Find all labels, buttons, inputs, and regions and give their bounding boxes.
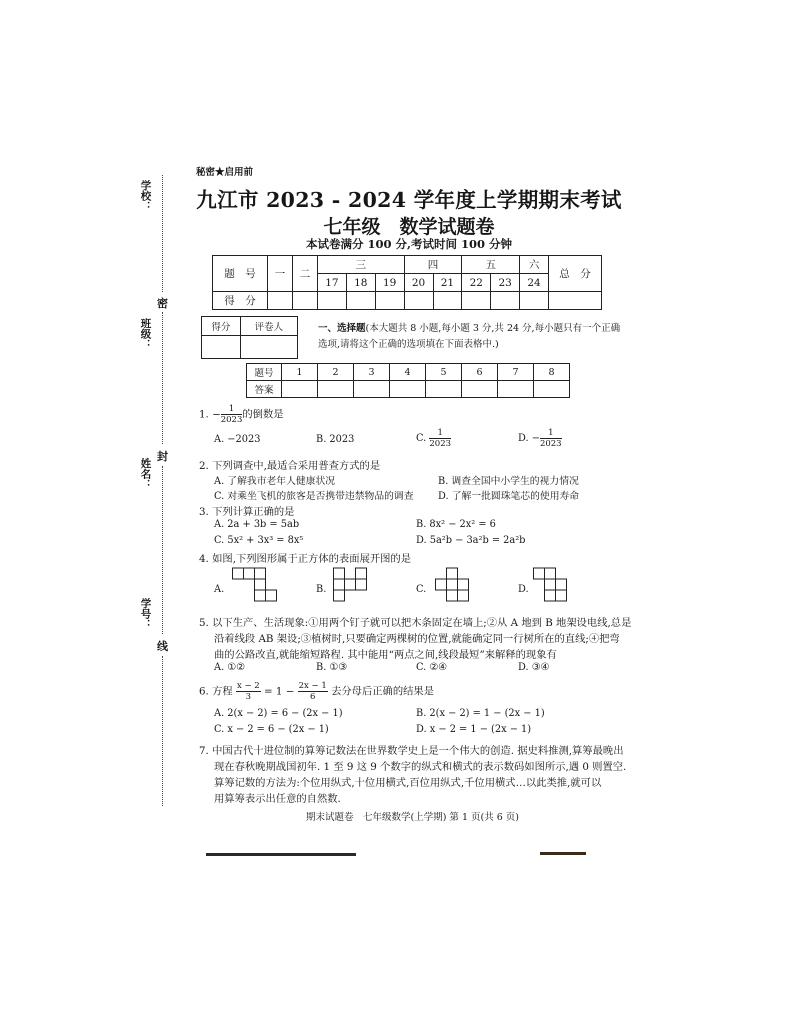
answer-qnum: 8 <box>534 364 570 381</box>
answer-cell[interactable] <box>318 381 354 398</box>
score-cell[interactable] <box>433 292 462 310</box>
q5-option-a[interactable]: A. ①② <box>214 662 245 673</box>
q2-option-d[interactable]: D. 了解一批圆珠笔芯的使用寿命 <box>438 491 580 502</box>
question-7-line1: 7. 中国古代十进位制的算筹记数法在世界数学史上是一个伟大的创造. 据史料推测,算筹最晚出 <box>199 745 624 757</box>
answer-cell[interactable] <box>354 381 390 398</box>
exam-info: 本试卷满分 100 分,考试时间 100 分钟 <box>305 237 513 251</box>
grader-score-cell[interactable] <box>202 336 241 359</box>
q1-fraction: $\frac{1}{2023}$ <box>220 404 243 425</box>
q1-option-b[interactable]: B. 2023 <box>316 434 355 445</box>
grader-reviewer-cell[interactable] <box>240 336 297 359</box>
q2-option-b[interactable]: B. 调查全国中小学生的视力情况 <box>438 476 579 487</box>
question-3: 3. 下列计算正确的是 <box>199 506 295 518</box>
cube-net-c <box>435 566 471 610</box>
q1-suffix: 的倒数是 <box>242 408 284 421</box>
answer-qnum: 6 <box>462 364 498 381</box>
q2-option-a[interactable]: A. 了解我市老年人健康状况 <box>214 476 336 487</box>
q1-option-a[interactable]: A. −2023 <box>214 434 261 445</box>
section1-title: 一、选择题 <box>318 323 366 334</box>
score-cell[interactable] <box>462 292 491 310</box>
seal-line-segment <box>162 466 163 634</box>
seal-line-segment <box>162 312 163 444</box>
answer-cell[interactable] <box>498 381 534 398</box>
grader-box <box>201 316 298 359</box>
school-field-label: 学校： <box>139 180 152 212</box>
answer-row-label: 答案 <box>247 381 282 398</box>
answer-row-label: 题号 <box>247 364 282 381</box>
q6-option-d[interactable]: D. x − 2 = 1 − (2x − 1) <box>416 724 532 735</box>
score-cell[interactable] <box>268 292 293 310</box>
q5-option-d[interactable]: D. ③④ <box>518 662 550 673</box>
answer-qnum: 7 <box>498 364 534 381</box>
score-cell[interactable] <box>520 292 549 310</box>
q1-option-c[interactable]: C. $\frac{1}{2023}$ <box>416 428 452 449</box>
score-qnum: 22 <box>462 274 491 292</box>
q4-option-d[interactable]: D. <box>518 584 529 595</box>
q6-option-a[interactable]: A. 2(x − 2) = 6 − (2x − 1) <box>214 708 343 719</box>
score-cell[interactable] <box>375 292 404 310</box>
score-group-3: 三 <box>318 256 405 274</box>
q3-option-d[interactable]: D. 5a²b − 3a²b = 2a²b <box>416 535 526 546</box>
answer-qnum: 3 <box>354 364 390 381</box>
score-header-label: 题 号 <box>213 256 268 292</box>
name-field-label: 姓名： <box>139 458 152 490</box>
seal-char-feng: 封 <box>157 450 168 463</box>
answer-cell[interactable] <box>426 381 462 398</box>
score-row-label: 得 分 <box>213 292 268 310</box>
score-cell[interactable] <box>549 292 602 310</box>
q6-option-b[interactable]: B. 2(x − 2) = 1 − (2x − 1) <box>416 708 545 719</box>
score-table <box>212 255 602 310</box>
scan-edge-left <box>206 853 356 856</box>
score-cell[interactable] <box>404 292 433 310</box>
q2-option-c[interactable]: C. 对乘坐飞机的旅客是否携带违禁物品的调查 <box>214 491 414 502</box>
q1-prefix: 1. − <box>199 408 221 421</box>
scan-edge-right <box>540 852 586 855</box>
q3-option-b[interactable]: B. 8x² − 2x² = 6 <box>416 519 496 530</box>
score-cell[interactable] <box>491 292 520 310</box>
q4-option-c[interactable]: C. <box>416 584 427 595</box>
score-qnum: 23 <box>491 274 520 292</box>
confidential-mark: 秘密★启用前 <box>196 167 254 178</box>
question-4: 4. 如图,下列图形属于正方体的表面展开图的是 <box>199 553 412 565</box>
cube-net-a <box>232 566 278 610</box>
score-cell[interactable] <box>346 292 375 310</box>
q1-option-d[interactable]: D. − $\frac{1}{2023}$ <box>518 428 562 449</box>
question-5-line3: 曲的公路改直,就能缩短路程. 其中能用“两点之间,线段最短”来解释的现象有 <box>214 649 557 661</box>
score-group-6: 六 <box>520 256 549 274</box>
question-5-line1: 5. 以下生产、生活现象:①用两个钉子就可以把木条固定在墙上;②从 A 地到 B 地架设电线,总是 <box>199 617 632 629</box>
question-2: 2. 下列调查中,最适合采用普查方式的是 <box>199 460 381 472</box>
score-group-5: 五 <box>462 256 520 274</box>
exam-subtitle: 七年级 数学试题卷 <box>323 216 495 238</box>
cube-net-d <box>533 566 569 610</box>
q6-option-c[interactable]: C. x − 2 = 6 − (2x − 1) <box>214 724 329 735</box>
q4-option-b[interactable]: B. <box>316 584 327 595</box>
score-qnum: 21 <box>433 274 462 292</box>
grader-score-label: 得分 <box>202 317 241 336</box>
question-6: 6. 方程 $\frac{x - 2}{3}$ = 1 − $\frac{2x - 1}{6}$ 去分母后正确的结果是 <box>199 681 435 702</box>
question-5-line2: 沿着线段 AB 架设;③植树时,只要确定两棵树的位置,就能确定同一行树所在的直线;④把弯 <box>214 633 620 645</box>
score-qnum: 24 <box>520 274 549 292</box>
answer-qnum: 4 <box>390 364 426 381</box>
answer-qnum: 5 <box>426 364 462 381</box>
score-qnum: 17 <box>318 274 347 292</box>
score-qnum: 19 <box>375 274 404 292</box>
q5-option-c[interactable]: C. ②④ <box>416 662 447 673</box>
answer-qnum: 2 <box>318 364 354 381</box>
cube-net-b <box>333 566 369 610</box>
grader-reviewer-label: 评卷人 <box>240 317 297 336</box>
score-total-label: 总 分 <box>549 256 602 292</box>
score-qnum: 18 <box>346 274 375 292</box>
answer-qnum: 1 <box>282 364 318 381</box>
answer-cell[interactable] <box>462 381 498 398</box>
q6-fraction-2: $\frac{2x - 1}{6}$ <box>298 681 327 702</box>
section1-desc: (本大题共 8 小题,每小题 3 分,共 24 分,每小题只有一个正确选项,请将这个正确的选项填在下面表格中.) <box>318 323 621 350</box>
seal-line-segment <box>162 656 163 806</box>
section1-heading <box>318 321 628 353</box>
score-col-1: 一 <box>268 256 293 292</box>
score-group-4: 四 <box>404 256 462 274</box>
answer-cell[interactable] <box>390 381 426 398</box>
score-qnum: 20 <box>404 274 433 292</box>
score-cell[interactable] <box>293 292 318 310</box>
question-7-line3: 算筹记数的方法为:个位用纵式,十位用横式,百位用纵式,千位用横式…以此类推,就可以 <box>214 777 602 789</box>
score-col-2: 二 <box>293 256 318 292</box>
q6-fraction-1: $\frac{x - 2}{3}$ <box>236 681 260 702</box>
class-field-label: 班级： <box>139 318 152 350</box>
question-7-line2: 现在春秋晚期战国初年. 1 至 9 这 9 个数字的纵式和横式的表示数码如图所示,遇 0 则置空. <box>214 761 627 773</box>
seal-char-xian: 线 <box>157 640 168 653</box>
question-1 <box>199 404 284 425</box>
student-id-field-label: 学号： <box>139 598 152 630</box>
q3-option-a[interactable]: A. 2a + 3b = 5ab <box>214 519 300 530</box>
seal-line-segment <box>162 175 163 292</box>
exam-title: 九江市 2023 - 2024 学年度上学期期末考试 <box>196 188 622 212</box>
answer-cell[interactable] <box>534 381 570 398</box>
score-cell[interactable] <box>318 292 347 310</box>
page-footer: 期末试题卷 七年级数学(上学期) 第 1 页(共 6 页) <box>306 812 520 823</box>
answer-cell[interactable] <box>282 381 318 398</box>
q3-option-c[interactable]: C. 5x² + 3x³ = 8x⁵ <box>214 535 304 546</box>
answer-table <box>246 363 570 398</box>
q5-option-b[interactable]: B. ①③ <box>316 662 347 673</box>
question-7-line4: 用算筹表示出任意的自然数. <box>214 793 341 805</box>
q4-option-a[interactable]: A. <box>214 584 225 595</box>
seal-char-mi: 密 <box>157 297 168 310</box>
